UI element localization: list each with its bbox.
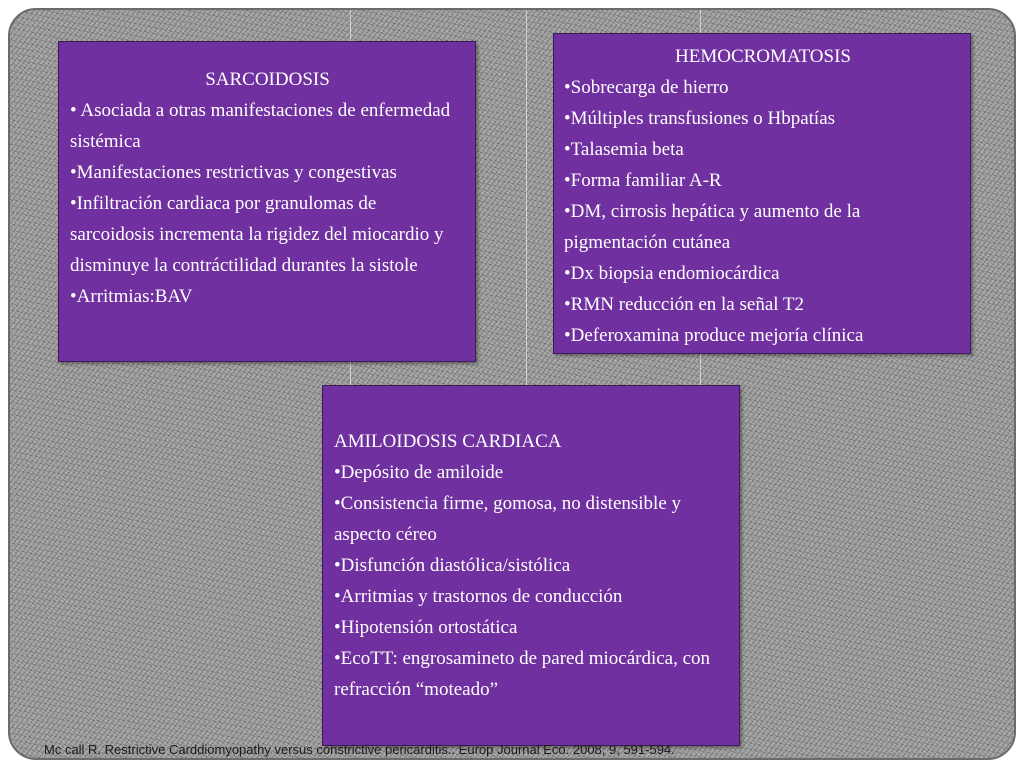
hemocromatosis-title: HEMOCROMATOSIS xyxy=(675,46,851,67)
divider-line xyxy=(526,10,527,390)
list-item: • Asociada a otras manifestaciones de enfermedad sistémica xyxy=(70,100,451,152)
list-item: •Manifestaciones restrictivas y congestivas xyxy=(70,162,397,183)
list-item: •Forma familiar A-R xyxy=(564,170,722,191)
list-item: •Múltiples transfusiones o Hbpatías xyxy=(564,108,836,129)
list-item: •DM, cirrosis hepática y aumento de la pigmentación cutánea xyxy=(564,201,861,253)
list-item: •Hipotensión ortostática xyxy=(334,617,518,638)
list-item: •Arritmias:BAV xyxy=(70,286,193,307)
list-item: •Arritmias y trastornos de conducción xyxy=(334,586,623,607)
list-item: •Infiltración cardiaca por granulomas de sarcoidosis incrementa la rigidez del miocardio y disminuye la contráctilidad durantes la sistole xyxy=(70,193,444,276)
sarcoidosis-box xyxy=(58,41,476,362)
list-item: •Deferoxamina produce mejoría clínica xyxy=(564,325,864,346)
list-item: •Depósito de amiloide xyxy=(334,462,504,483)
slide-background xyxy=(8,8,1016,760)
citation-footer: Mc call R. Restrictive Carddiomyopathy versus constrictive pericarditis.. Europ Journal Eco. 2008, 9, 591-594. xyxy=(44,742,675,757)
amiloidosis-title: AMILOIDOSIS CARDIACA xyxy=(334,431,562,452)
amiloidosis-list xyxy=(334,457,729,705)
list-item: •Sobrecarga de hierro xyxy=(564,77,729,98)
amiloidosis-box xyxy=(322,385,740,746)
list-item: •Disfunción diastólica/sistólica xyxy=(334,555,571,576)
hemocromatosis-box xyxy=(553,33,971,354)
list-item: •EcoTT: engrosamineto de pared miocárdica, con refracción “moteado” xyxy=(334,648,711,700)
list-item: •RMN reducción en la señal T2 xyxy=(564,294,805,315)
list-item: •Consistencia firme, gomosa, no distensible y aspecto céreo xyxy=(334,493,682,545)
list-item: •Talasemia beta xyxy=(564,139,684,160)
hemocromatosis-list xyxy=(564,72,962,351)
list-item: •Dx biopsia endomiocárdica xyxy=(564,263,780,284)
sarcoidosis-list xyxy=(70,95,465,312)
sarcoidosis-title: SARCOIDOSIS xyxy=(205,69,330,90)
